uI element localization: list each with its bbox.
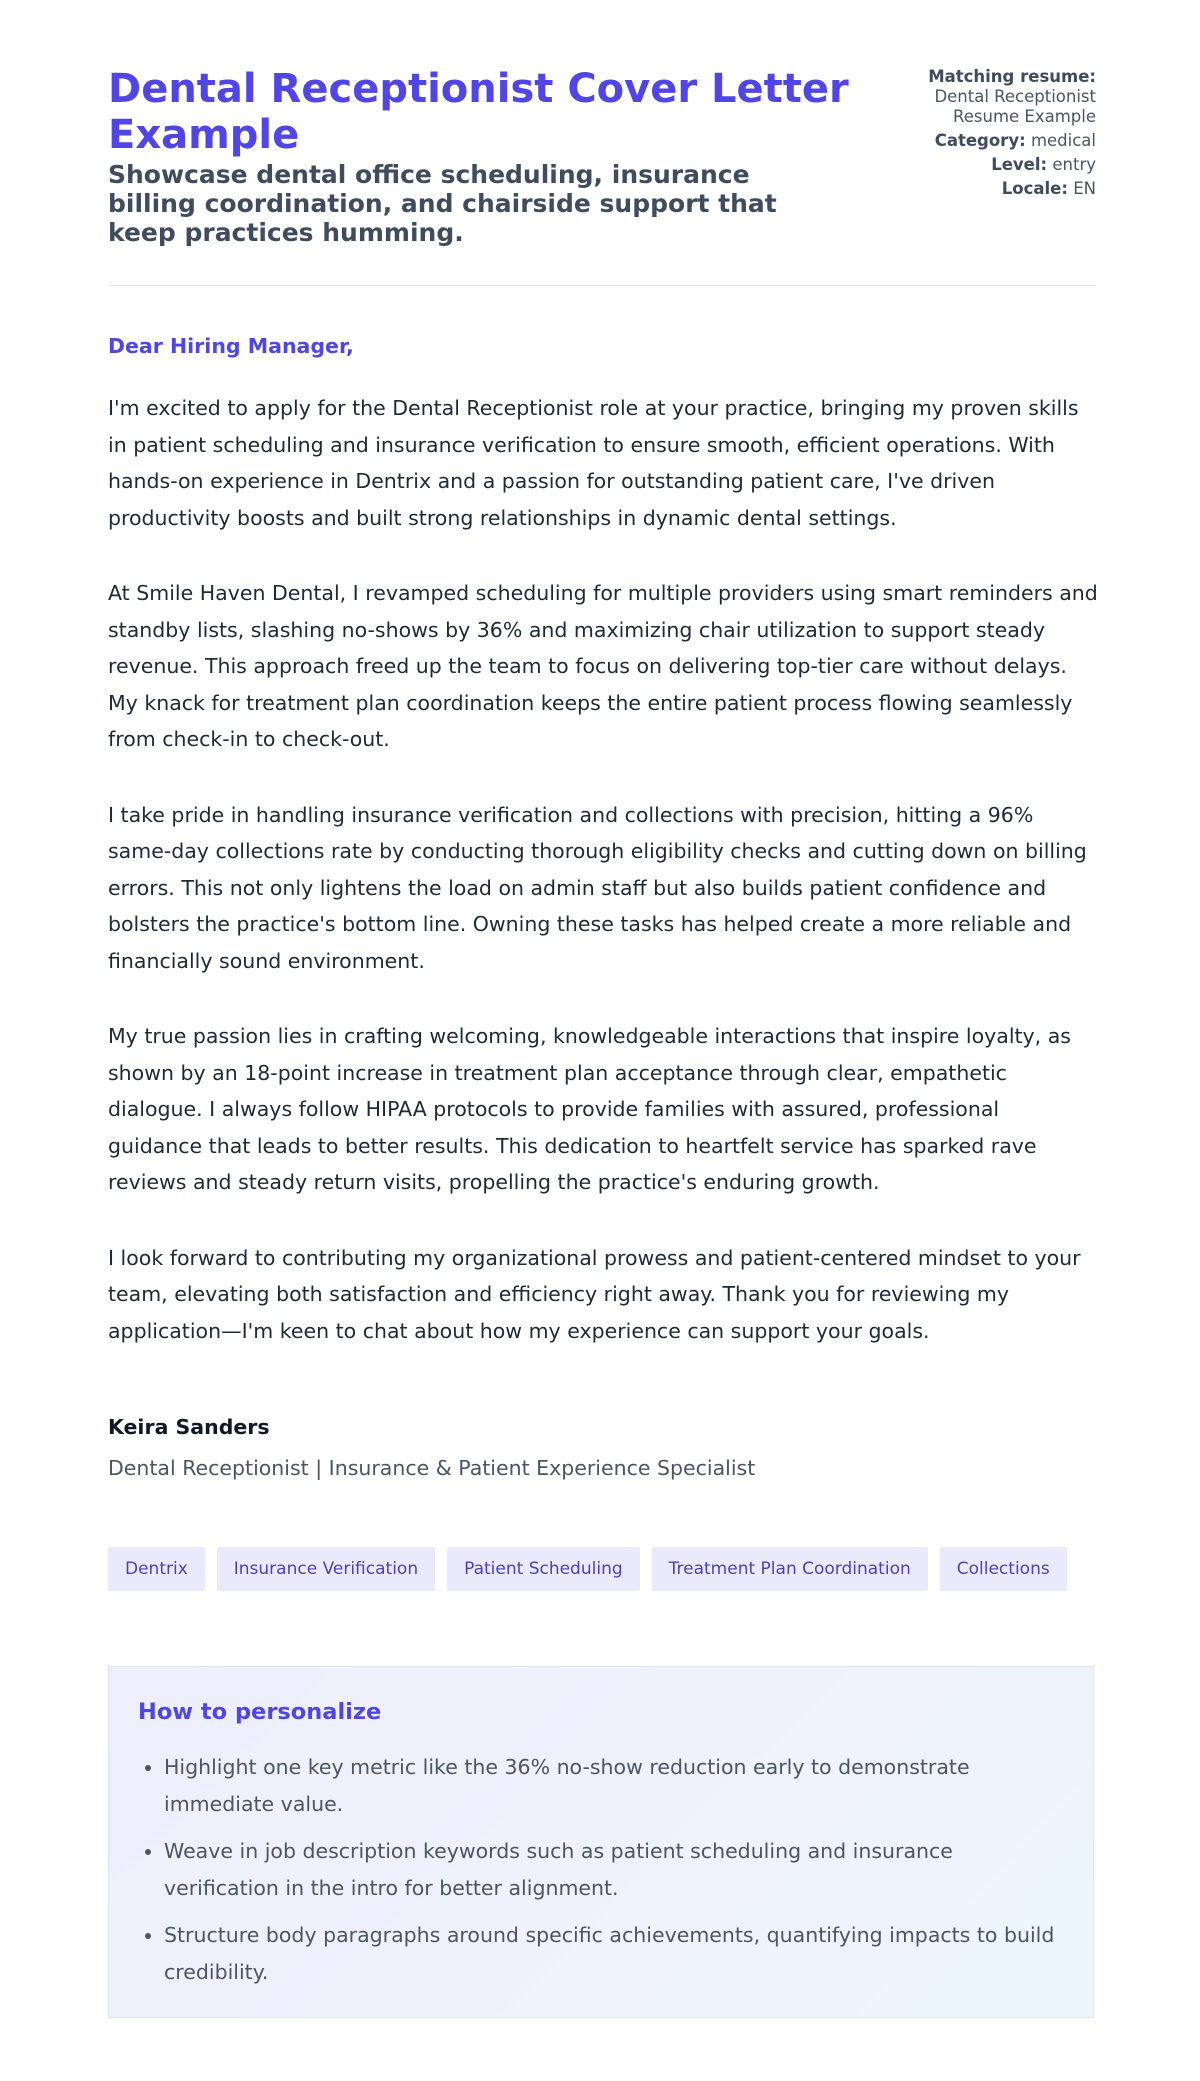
category-value: medical <box>1030 131 1096 150</box>
personalize-tips-box <box>108 1666 1094 2018</box>
letter-paragraph: I look forward to contributing my organizational prowess and patient-centered mindset to your team, elevating both satisfaction and efficiency right away. Thank you for reviewing my application—I'm keen to chat about how my experience can support your goals. <box>108 1245 1081 1343</box>
signer-name: Keira Sanders <box>108 1415 270 1439</box>
tip-item: • Highlight one key metric like the 36% no-show reduction early to demonstrate immediate value. <box>164 1749 1064 1823</box>
signature-block <box>108 1412 755 1482</box>
letter-paragraph: My true passion lies in crafting welcoming, knowledgeable interactions that inspire loyalty, as shown by an 18-point increase in treatment plan acceptance through clear, empathetic dialogue. I always follow HIPAA protocols to provide families with assured, professional guidance that leads to better results. This dedication to heartfelt service has sparked rave reviews and steady return visits, propelling the practice's enduring growth. <box>108 1024 1071 1194</box>
locale-label: Locale: <box>1001 179 1068 198</box>
cover-letter-page <box>108 0 1098 1984</box>
matching-resume-label: Matching resume: <box>928 67 1096 86</box>
tips-heading: How to personalize <box>138 1699 382 1725</box>
page-title: Dental Receptionist Cover Letter Example <box>108 66 849 158</box>
meta-category <box>928 131 1096 151</box>
matching-resume[interactable] <box>928 67 1096 127</box>
tip-item: • Weave in job description keywords such as patient scheduling and insurance verification in the intro for better alignment. <box>164 1833 1064 1907</box>
letter-paragraph: I take pride in handling insurance verification and collections with precision, hitting a 96% same-day collections rate by conducting thorough eligibility checks and cutting down on billing errors. This not only lightens the load on admin staff but also builds patient confidence and bolsters the practice's bottom line. Owning these tasks has helped create a more reliable and financially sound environment. <box>108 802 1087 973</box>
meta-level <box>928 155 1096 175</box>
skill-tag: Treatment Plan Coordination <box>652 1547 928 1591</box>
page-subtitle: Showcase dental office scheduling, insurance billing coordination, and chairside support that keep practices humming. <box>108 160 777 247</box>
skill-tag: Collections <box>940 1547 1067 1591</box>
skill-tag: Dentrix <box>108 1547 205 1591</box>
meta-locale <box>928 179 1096 199</box>
signer-title: Dental Receptionist | Insurance & Patient Experience Specialist <box>108 1456 756 1480</box>
tips-list <box>138 1749 1064 2001</box>
category-label: Category: <box>934 131 1026 150</box>
skill-tags <box>108 1547 1067 1591</box>
matching-resume-link-line2[interactable]: Resume Example <box>953 107 1096 126</box>
matching-resume-link-line1[interactable]: Dental Receptionist <box>934 87 1096 106</box>
level-label: Level: <box>991 155 1048 174</box>
letter-body <box>108 390 1098 1388</box>
page-header <box>108 0 1096 286</box>
salutation: Dear Hiring Manager, <box>108 334 354 358</box>
tip-item: • Structure body paragraphs around specific achievements, quantifying impacts to build credibility. <box>164 1917 1064 1991</box>
skill-tag: Insurance Verification <box>217 1547 435 1591</box>
skill-tag: Patient Scheduling <box>447 1547 640 1591</box>
letter-paragraph: I'm excited to apply for the Dental Receptionist role at your practice, bringing my proven skills in patient scheduling and insurance verification to ensure smooth, efficient operations. With hands-on experience in Dentrix and a passion for outstanding patient care, I've driven productivity boosts and built strong relationships in dynamic dental settings. <box>108 396 1079 530</box>
meta-info <box>928 67 1096 203</box>
letter-paragraph: At Smile Haven Dental, I revamped scheduling for multiple providers using smart reminders and standby lists, slashing no-shows by 36% and maximizing chair utilization to support steady revenue. This approach freed up the team to focus on delivering top-tier care without delays. My knack for treatment plan coordination keeps the entire patient process flowing seamlessly from check-in to check-out. <box>108 581 1098 751</box>
level-value: entry <box>1052 155 1096 174</box>
locale-value: EN <box>1073 179 1096 198</box>
